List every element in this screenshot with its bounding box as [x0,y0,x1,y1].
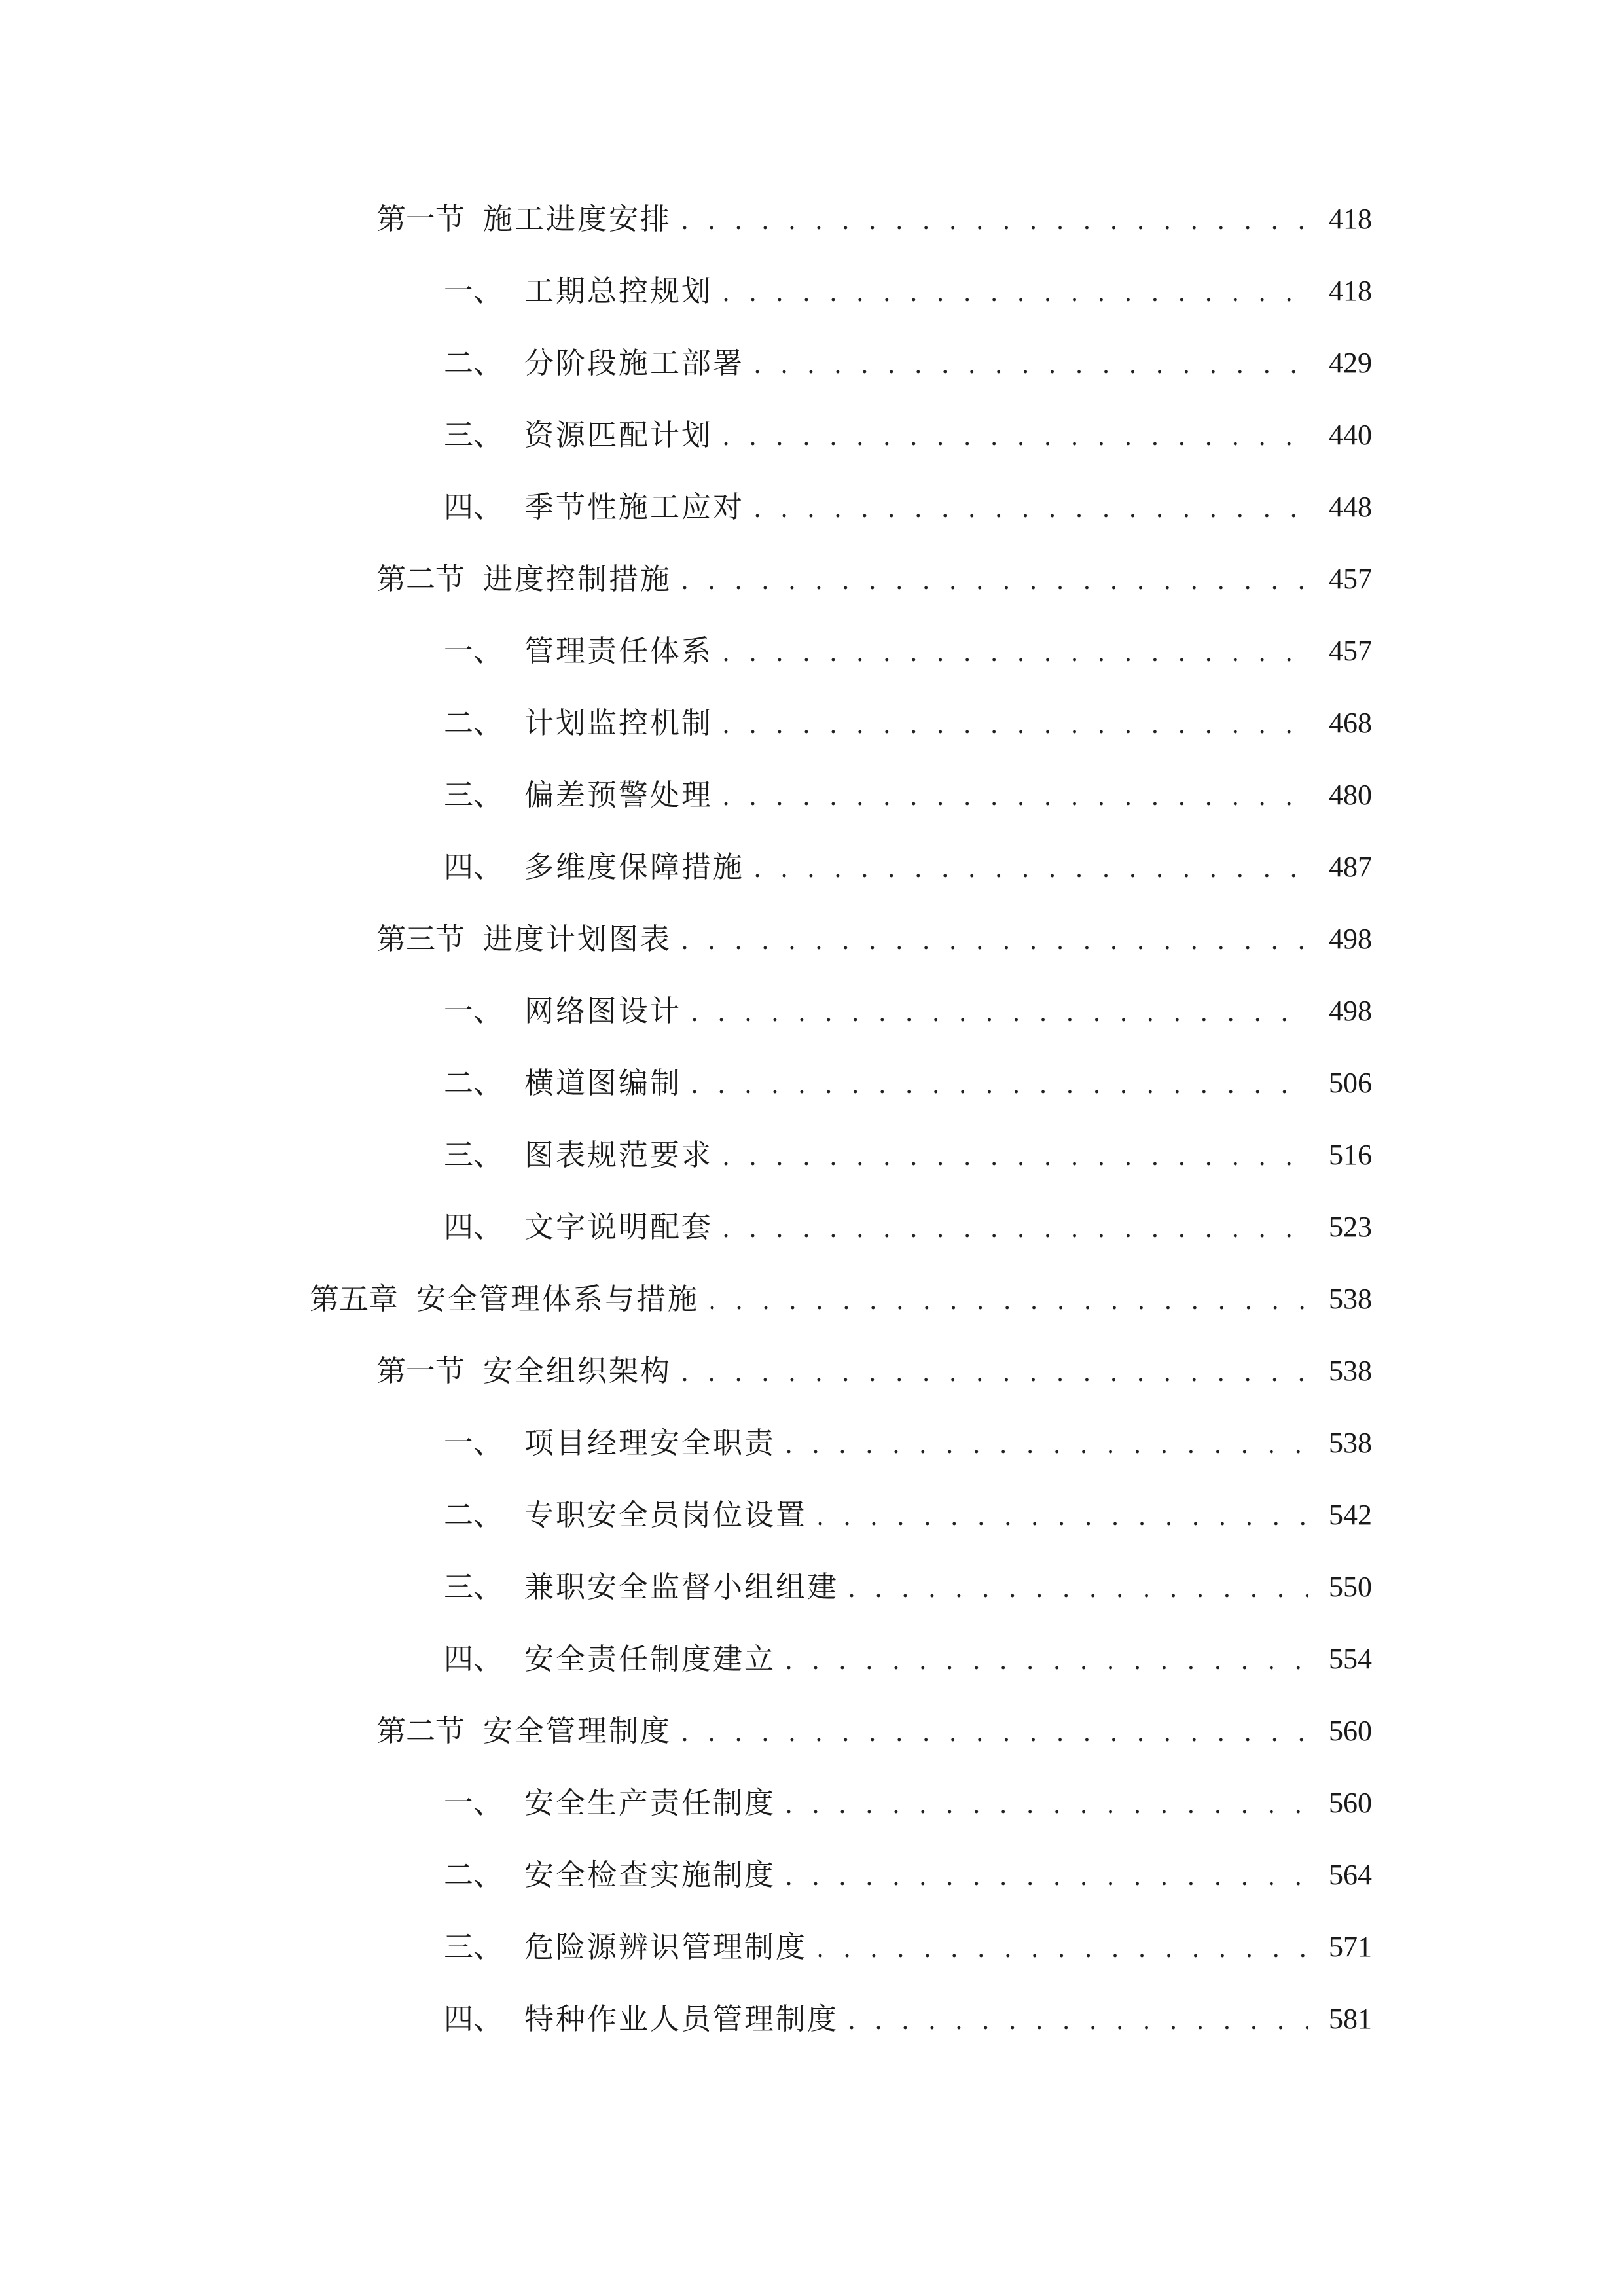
toc-entry-page: 440 [1329,419,1372,451]
toc-entry-number: 第一节 [376,202,465,236]
toc-entry-title: 特种作业人员管理制度 [524,2001,839,2036]
dot-leader [691,994,1308,1031]
dot-leader [722,274,1308,311]
toc-entry-page: 523 [1329,1211,1372,1243]
toc-entry-title: 偏差预警处理 [524,778,713,812]
toc-entry-title: 工期总控规划 [524,274,713,308]
toc-entry[interactable] [444,416,1372,455]
toc-entry-page: 457 [1329,563,1372,595]
dot-leader [785,1858,1308,1895]
toc-entry-title: 危险源辨识管理制度 [524,1929,808,1964]
toc-entry-number: 四、 [444,1210,503,1244]
toc-entry[interactable] [444,776,1372,815]
toc-entry-title: 计划监控机制 [524,706,713,740]
toc-entry-number: 第一节 [376,1354,465,1388]
toc-entry-number: 一、 [444,634,503,668]
dot-leader [681,1714,1308,1751]
dot-leader [681,562,1308,599]
dot-leader [722,418,1308,455]
dot-leader [722,1138,1308,1175]
dot-leader [753,346,1308,383]
dot-leader [708,1282,1308,1319]
toc-entry-title: 专职安全员岗位设置 [524,1498,808,1532]
toc-entry-number: 二、 [444,1857,503,1892]
toc-entry-number: 四、 [444,490,503,524]
toc-entry-page: 429 [1329,347,1372,379]
toc-entry-title: 进度控制措施 [483,562,672,596]
toc-entry-page: 448 [1329,491,1372,523]
toc-entry-page: 418 [1329,275,1372,307]
toc-entry-page: 498 [1329,923,1372,955]
toc-entry-title: 安全管理制度 [483,1713,672,1748]
toc-entry-number: 二、 [444,706,503,740]
toc-entry-title: 安全生产责任制度 [524,1785,776,1820]
toc-entry-number: 一、 [444,1426,503,1460]
toc-entry-title: 分阶段施工部署 [524,346,745,380]
toc-entry-title: 项目经理安全职责 [524,1426,776,1460]
dot-leader [816,1930,1308,1967]
dot-leader [848,1570,1308,1607]
toc-entry[interactable] [376,1352,1372,1391]
toc-entry-page: 571 [1329,1931,1372,1963]
dot-leader [722,706,1308,743]
toc-entry-title: 施工进度安排 [483,202,672,236]
toc-entry-title: 兼职安全监督小组组建 [524,1570,839,1604]
dot-leader [722,778,1308,815]
toc-entry-page: 480 [1329,779,1372,811]
toc-entry-number: 一、 [444,1785,503,1820]
toc-entry-number: 第五章 [310,1282,399,1316]
toc-entry[interactable] [444,992,1372,1031]
toc-entry-title: 安全管理体系与措施 [416,1282,700,1316]
toc-entry-number: 第二节 [376,1713,465,1748]
toc-entry-title: 横道图编制 [524,1066,682,1100]
toc-entry-number: 一、 [444,274,503,308]
toc-entry-page: 538 [1329,1355,1372,1387]
dot-leader [681,922,1308,959]
toc-entry-title: 资源匹配计划 [524,418,713,452]
toc-entry[interactable] [376,200,1372,239]
toc-entry[interactable] [444,1784,1372,1823]
toc-entry-title: 安全责任制度建立 [524,1641,776,1676]
toc-entry-page: 538 [1329,1427,1372,1459]
dot-leader [753,490,1308,527]
toc-entry-title: 季节性施工应对 [524,490,745,524]
toc-entry[interactable] [444,272,1372,311]
dot-leader [816,1498,1308,1535]
toc-entry-number: 三、 [444,1929,503,1964]
dot-leader [681,202,1308,239]
toc-entry-page: 554 [1329,1643,1372,1675]
toc-entry-number: 四、 [444,850,503,884]
toc-entry-page: 564 [1329,1859,1372,1891]
toc-entry[interactable] [444,704,1372,743]
toc-entry-number: 第二节 [376,562,465,596]
dot-leader [848,2002,1308,2039]
toc-entry[interactable] [444,1064,1372,1103]
toc-entry-title: 安全组织架构 [483,1354,672,1388]
toc-entry[interactable] [376,560,1372,599]
toc-entry-title: 图表规范要求 [524,1138,713,1172]
dot-leader [722,634,1308,671]
toc-entry-number: 三、 [444,778,503,812]
toc-entry-number: 四、 [444,1641,503,1676]
toc-entry-number: 一、 [444,994,503,1028]
toc-entry[interactable] [444,2000,1372,2039]
dot-leader [785,1786,1308,1823]
toc-entry-number: 三、 [444,1138,503,1172]
toc-entry[interactable] [444,1640,1372,1679]
toc-entry-number: 第三节 [376,922,465,956]
toc-entry-page: 542 [1329,1499,1372,1531]
toc-entry[interactable] [376,920,1372,959]
toc-entry[interactable] [310,1280,1372,1319]
dot-leader [681,1354,1308,1391]
toc-entry-number: 三、 [444,418,503,452]
toc-entry-number: 二、 [444,346,503,380]
dot-leader [722,1210,1308,1247]
toc-entry-page: 560 [1329,1787,1372,1819]
toc-entry-title: 文字说明配套 [524,1210,713,1244]
toc-entry-title: 管理责任体系 [524,634,713,668]
toc-entry[interactable] [444,344,1372,383]
toc-entry[interactable] [444,1496,1372,1535]
toc-entry[interactable] [444,632,1372,671]
toc-entry[interactable] [376,1712,1372,1751]
toc-entry-page: 550 [1329,1571,1372,1603]
dot-leader [785,1642,1308,1679]
toc-entry-page: 516 [1329,1139,1372,1171]
toc-entry-number: 三、 [444,1570,503,1604]
toc-entry[interactable] [444,1208,1372,1247]
toc-entry-page: 487 [1329,851,1372,883]
toc-entry[interactable] [444,488,1372,527]
dot-leader [785,1426,1308,1463]
toc-entry-page: 560 [1329,1715,1372,1747]
toc-entry[interactable] [444,1928,1372,1967]
toc-entry-page: 581 [1329,2003,1372,2035]
toc-entry-title: 多维度保障措施 [524,850,745,884]
toc-entry-title: 进度计划图表 [483,922,672,956]
toc-entry-page: 506 [1329,1067,1372,1099]
toc-entry-page: 457 [1329,635,1372,667]
dot-leader [753,850,1308,887]
toc-entry-title: 安全检查实施制度 [524,1857,776,1892]
toc-entry[interactable] [444,1856,1372,1895]
toc-entry-number: 二、 [444,1498,503,1532]
toc-entry-page: 468 [1329,707,1372,739]
toc-entry-page: 418 [1329,203,1372,235]
dot-leader [691,1066,1308,1103]
toc-entry[interactable] [444,848,1372,887]
toc-entry-number: 二、 [444,1066,503,1100]
toc-entry-page: 538 [1329,1283,1372,1315]
toc-entry-number: 四、 [444,2001,503,2036]
toc-entry-title: 网络图设计 [524,994,682,1028]
toc-entry-page: 498 [1329,995,1372,1027]
toc-entry[interactable] [444,1424,1372,1463]
toc-entry[interactable] [444,1136,1372,1175]
toc-entry[interactable] [444,1568,1372,1607]
